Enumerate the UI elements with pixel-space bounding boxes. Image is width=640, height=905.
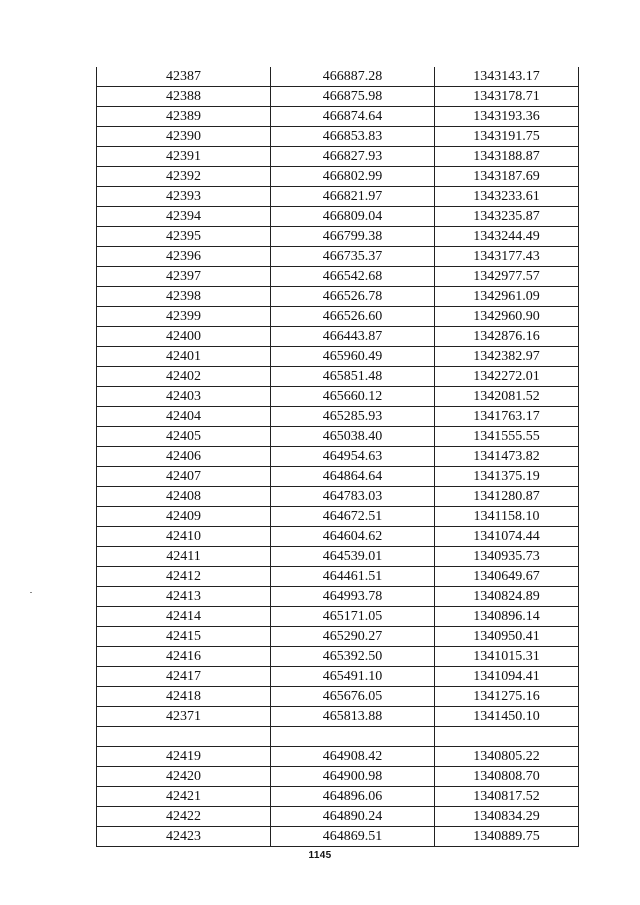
point-id-cell: 42416 (97, 647, 271, 667)
point-id-cell: 42409 (97, 507, 271, 527)
coordinates-table (96, 67, 579, 847)
y-coordinate-cell: 1340808.70 (435, 767, 579, 787)
table-row (97, 427, 579, 447)
point-id-cell: 42421 (97, 787, 271, 807)
x-coordinate-cell: 465676.05 (271, 687, 435, 707)
x-coordinate-cell: 464672.51 (271, 507, 435, 527)
point-id-cell: 42405 (97, 427, 271, 447)
y-coordinate-cell: 1341375.19 (435, 467, 579, 487)
table-row (97, 687, 579, 707)
x-coordinate-cell: 464539.01 (271, 547, 435, 567)
table-row (97, 187, 579, 207)
point-id-cell: 42417 (97, 667, 271, 687)
table-row (97, 827, 579, 847)
point-id-cell: 42387 (97, 67, 271, 87)
y-coordinate-cell: 1340649.67 (435, 567, 579, 587)
point-id-cell: 42403 (97, 387, 271, 407)
table-row (97, 507, 579, 527)
x-coordinate-cell: 466542.68 (271, 267, 435, 287)
point-id-cell: 42390 (97, 127, 271, 147)
x-coordinate-cell: 465392.50 (271, 647, 435, 667)
table-row (97, 247, 579, 267)
y-coordinate-cell: 1341763.17 (435, 407, 579, 427)
point-id-cell (97, 727, 271, 747)
y-coordinate-cell: 1343233.61 (435, 187, 579, 207)
x-coordinate-cell: 466799.38 (271, 227, 435, 247)
table-row (97, 387, 579, 407)
table-row (97, 327, 579, 347)
table-row (97, 627, 579, 647)
y-coordinate-cell: 1340889.75 (435, 827, 579, 847)
point-id-cell: 42402 (97, 367, 271, 387)
point-id-cell: 42407 (97, 467, 271, 487)
table-row (97, 787, 579, 807)
table-row (97, 767, 579, 787)
point-id-cell: 42397 (97, 267, 271, 287)
y-coordinate-cell: 1341473.82 (435, 447, 579, 467)
point-id-cell: 42389 (97, 107, 271, 127)
x-coordinate-cell: 466802.99 (271, 167, 435, 187)
y-coordinate-cell: 1342081.52 (435, 387, 579, 407)
y-coordinate-cell: 1341094.41 (435, 667, 579, 687)
x-coordinate-cell: 464890.24 (271, 807, 435, 827)
y-coordinate-cell: 1340805.22 (435, 747, 579, 767)
x-coordinate-cell: 464993.78 (271, 587, 435, 607)
table-row (97, 167, 579, 187)
point-id-cell: 42391 (97, 147, 271, 167)
point-id-cell: 42408 (97, 487, 271, 507)
point-id-cell: 42410 (97, 527, 271, 547)
x-coordinate-cell: 464908.42 (271, 747, 435, 767)
y-coordinate-cell: 1342977.57 (435, 267, 579, 287)
y-coordinate-cell: 1343244.49 (435, 227, 579, 247)
table-row (97, 707, 579, 727)
x-coordinate-cell: 465960.49 (271, 347, 435, 367)
table-row (97, 447, 579, 467)
table-row (97, 667, 579, 687)
y-coordinate-cell: 1342960.90 (435, 307, 579, 327)
table-row (97, 567, 579, 587)
x-coordinate-cell: 465038.40 (271, 427, 435, 447)
table-row (97, 267, 579, 287)
x-coordinate-cell: 466887.28 (271, 67, 435, 87)
point-id-cell: 42401 (97, 347, 271, 367)
table-row (97, 527, 579, 547)
y-coordinate-cell: 1343178.71 (435, 87, 579, 107)
y-coordinate-cell: 1340834.29 (435, 807, 579, 827)
table-row (97, 147, 579, 167)
y-coordinate-cell: 1342961.09 (435, 287, 579, 307)
x-coordinate-cell: 465290.27 (271, 627, 435, 647)
point-id-cell: 42422 (97, 807, 271, 827)
x-coordinate-cell: 465171.05 (271, 607, 435, 627)
y-coordinate-cell (435, 727, 579, 747)
table-row (97, 67, 579, 87)
x-coordinate-cell: 466874.64 (271, 107, 435, 127)
table-row (97, 727, 579, 747)
x-coordinate-cell: 466875.98 (271, 87, 435, 107)
y-coordinate-cell: 1343235.87 (435, 207, 579, 227)
point-id-cell: 42414 (97, 607, 271, 627)
x-coordinate-cell: 464783.03 (271, 487, 435, 507)
y-coordinate-cell: 1341275.16 (435, 687, 579, 707)
x-coordinate-cell (271, 727, 435, 747)
y-coordinate-cell: 1343193.36 (435, 107, 579, 127)
x-coordinate-cell: 465851.48 (271, 367, 435, 387)
point-id-cell: 42404 (97, 407, 271, 427)
y-coordinate-cell: 1340896.14 (435, 607, 579, 627)
y-coordinate-cell: 1343188.87 (435, 147, 579, 167)
y-coordinate-cell: 1340824.89 (435, 587, 579, 607)
point-id-cell: 42412 (97, 567, 271, 587)
table-row (97, 127, 579, 147)
y-coordinate-cell: 1343191.75 (435, 127, 579, 147)
y-coordinate-cell: 1341555.55 (435, 427, 579, 447)
table-row (97, 467, 579, 487)
point-id-cell: 42406 (97, 447, 271, 467)
y-coordinate-cell: 1341158.10 (435, 507, 579, 527)
y-coordinate-cell: 1341280.87 (435, 487, 579, 507)
y-coordinate-cell: 1342382.97 (435, 347, 579, 367)
y-coordinate-cell: 1340935.73 (435, 547, 579, 567)
y-coordinate-cell: 1343187.69 (435, 167, 579, 187)
x-coordinate-cell: 464954.63 (271, 447, 435, 467)
x-coordinate-cell: 465491.10 (271, 667, 435, 687)
table-row (97, 347, 579, 367)
point-id-cell: 42388 (97, 87, 271, 107)
point-id-cell: 42392 (97, 167, 271, 187)
table-row (97, 547, 579, 567)
scan-speck (30, 592, 32, 593)
point-id-cell: 42393 (97, 187, 271, 207)
y-coordinate-cell: 1342272.01 (435, 367, 579, 387)
x-coordinate-cell: 466526.60 (271, 307, 435, 327)
point-id-cell: 42415 (97, 627, 271, 647)
x-coordinate-cell: 464864.64 (271, 467, 435, 487)
x-coordinate-cell: 464461.51 (271, 567, 435, 587)
x-coordinate-cell: 465285.93 (271, 407, 435, 427)
point-id-cell: 42418 (97, 687, 271, 707)
y-coordinate-cell: 1342876.16 (435, 327, 579, 347)
table-row (97, 647, 579, 667)
point-id-cell: 42399 (97, 307, 271, 327)
x-coordinate-cell: 465660.12 (271, 387, 435, 407)
table-row (97, 227, 579, 247)
table-row (97, 107, 579, 127)
x-coordinate-cell: 465813.88 (271, 707, 435, 727)
coordinates-table-body (97, 67, 579, 847)
y-coordinate-cell: 1340817.52 (435, 787, 579, 807)
x-coordinate-cell: 466821.97 (271, 187, 435, 207)
x-coordinate-cell: 464869.51 (271, 827, 435, 847)
x-coordinate-cell: 464900.98 (271, 767, 435, 787)
y-coordinate-cell: 1341015.31 (435, 647, 579, 667)
y-coordinate-cell: 1340950.41 (435, 627, 579, 647)
table-row (97, 207, 579, 227)
table-row (97, 487, 579, 507)
table-row (97, 367, 579, 387)
point-id-cell: 42413 (97, 587, 271, 607)
table-row (97, 87, 579, 107)
x-coordinate-cell: 466827.93 (271, 147, 435, 167)
point-id-cell: 42423 (97, 827, 271, 847)
y-coordinate-cell: 1343143.17 (435, 67, 579, 87)
point-id-cell: 42394 (97, 207, 271, 227)
x-coordinate-cell: 466443.87 (271, 327, 435, 347)
point-id-cell: 42371 (97, 707, 271, 727)
x-coordinate-cell: 464604.62 (271, 527, 435, 547)
x-coordinate-cell: 466853.83 (271, 127, 435, 147)
x-coordinate-cell: 464896.06 (271, 787, 435, 807)
table-row (97, 807, 579, 827)
table-row (97, 407, 579, 427)
table-row (97, 287, 579, 307)
x-coordinate-cell: 466809.04 (271, 207, 435, 227)
point-id-cell: 42398 (97, 287, 271, 307)
point-id-cell: 42396 (97, 247, 271, 267)
table-row (97, 607, 579, 627)
table-row (97, 747, 579, 767)
point-id-cell: 42420 (97, 767, 271, 787)
y-coordinate-cell: 1343177.43 (435, 247, 579, 267)
point-id-cell: 42400 (97, 327, 271, 347)
y-coordinate-cell: 1341450.10 (435, 707, 579, 727)
page-number: 1145 (308, 850, 332, 861)
table-row (97, 307, 579, 327)
x-coordinate-cell: 466735.37 (271, 247, 435, 267)
point-id-cell: 42411 (97, 547, 271, 567)
y-coordinate-cell: 1341074.44 (435, 527, 579, 547)
point-id-cell: 42395 (97, 227, 271, 247)
x-coordinate-cell: 466526.78 (271, 287, 435, 307)
point-id-cell: 42419 (97, 747, 271, 767)
table-row (97, 587, 579, 607)
